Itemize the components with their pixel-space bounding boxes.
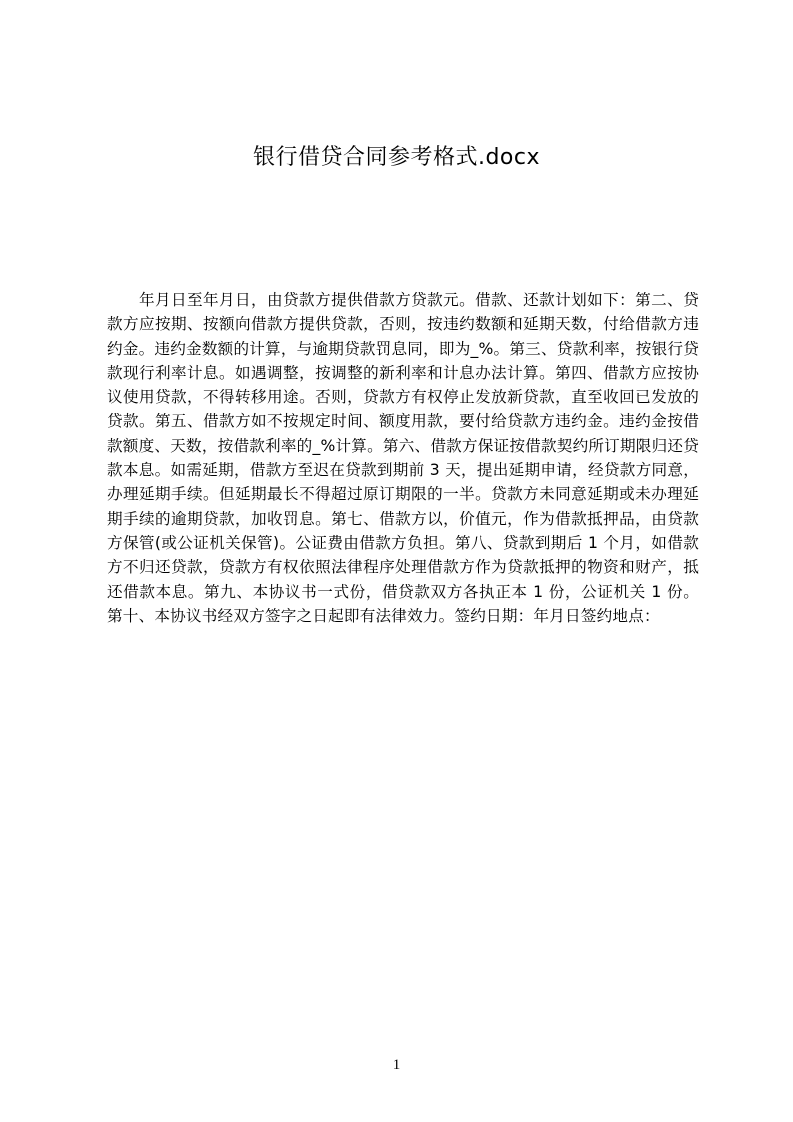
- document-title: 银行借贷合同参考格式.docx: [252, 145, 541, 170]
- contract-body-paragraph: 年月日至年月日，由贷款方提供借款方贷款元。借款、还款计划如下：第二、贷款方应按期、按额向借款方提供贷款，否则，按违约数额和延期天数，付给借款方违约金。违约金数额的计算，与逾期贷款罚息同，即为_%。第三、贷款利率，按银行贷款现行利率计息。如遇调整，按调整的新利率和计息办法计算。第四、借款方应按协议使用贷款，不得转移用途。否则，贷款方有权停止发放新贷款，直至收回已发放的贷款。第五、借款方如不按规定时间、额度用款，要付给贷款方违约金。违约金按借款额度、天数，按借款利率的_%计算。第六、借款方保证按借款契约所订期限归还贷款本息。如需延期，借款方至迟在贷款到期前 3 天，提出延期申请，经贷款方同意，办理延期手续。但延期最长不得超过原订期限的一半。贷款方未同意延期或未办理延期手续的逾期贷款，加收罚息。第七、借款方以，价值元，作为借款抵押品，由贷款方保管(或公证机关保管)。公证费由借款方负担。第八、贷款到期后 1 个月，如借款方不归还贷款，贷款方有权依照法律程序处理借款方作为贷款抵押的物资和财产，抵还借款本息。第九、本协议书一式份，借贷款双方各执正本 1 份，公证机关 1 份。第十、本协议书经双方签字之日起即有法律效力。签约日期：年月日签约地点：: [107, 291, 699, 625]
- page-number: 1: [392, 1057, 401, 1073]
